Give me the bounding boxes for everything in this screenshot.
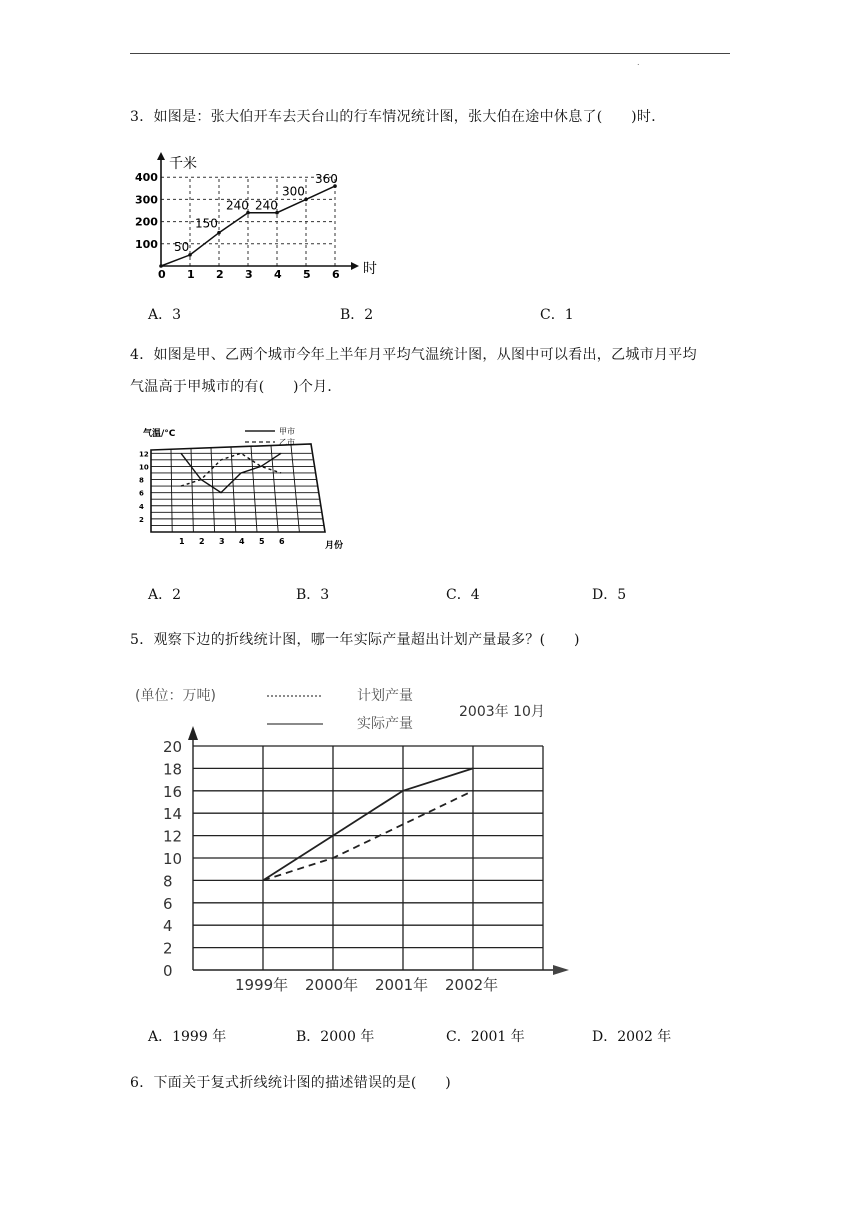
- chart-q4-gridline-v: [191, 449, 193, 532]
- chart-q5-y-arrow: [188, 726, 198, 740]
- chart-q3-xlabel: 时: [363, 261, 377, 277]
- question-4-text-line1: 4．如图是甲、乙两个城市今年上半年月平均气温统计图，从图中可以看出，乙城市月平均: [130, 347, 697, 363]
- chart-q5-subtitle: (单位：万吨): [135, 688, 216, 704]
- chart-q3-data-label: 300: [282, 184, 305, 199]
- chart-q4-gridline-v: [211, 448, 215, 532]
- chart-q4-x-tick-label: 3: [219, 537, 225, 546]
- chart-q3-data-label: 360: [315, 172, 338, 187]
- chart-q3-data-label: 240: [226, 198, 249, 213]
- chart-q4-legend-jia: 甲市: [279, 427, 295, 436]
- q4-option-d[interactable]: D．5: [592, 587, 627, 603]
- chart-q5-y-tick-label: 16: [163, 782, 183, 801]
- q3-option-a[interactable]: A．3: [148, 307, 182, 323]
- chart-q5-y-tick-label: 0: [163, 962, 173, 980]
- chart-q4-gridline-v: [171, 449, 172, 532]
- chart-q4-y-tick-label: 12: [139, 450, 149, 459]
- chart-q5-y-tick-label: 2: [163, 939, 173, 958]
- header-rule: [130, 53, 730, 54]
- chart-q3-x-tick-label: 6: [332, 268, 340, 281]
- chart-q5-x-tick-label: 2000年: [305, 976, 359, 994]
- chart-q4-legend-yi: 乙市: [279, 438, 295, 447]
- chart-q3-y-tick-label: 100: [135, 237, 158, 251]
- chart-q3-point: [159, 264, 163, 268]
- q5-option-b[interactable]: B．2000 年: [296, 1029, 375, 1045]
- chart-q4-y-tick-label: 8: [139, 476, 144, 485]
- chart-q4-y-tick-label: 10: [139, 463, 149, 472]
- q5-option-c[interactable]: C．2001 年: [446, 1029, 525, 1045]
- chart-q4-ylabel: 气温/°C: [143, 429, 176, 439]
- chart-q3-x-tick-label: 4: [274, 268, 282, 281]
- chart-q5-x-tick-label: 1999年: [235, 976, 289, 994]
- q4-option-c[interactable]: C．4: [446, 587, 480, 603]
- chart-q3-x-arrow: [351, 262, 359, 270]
- chart-q4-y-tick-label: 6: [139, 489, 144, 498]
- chart-q4-x-tick-label: 6: [279, 537, 285, 546]
- chart-q5-date-note: 2003年 10月: [459, 704, 545, 720]
- chart-q5-x-arrow: [553, 965, 569, 975]
- chart-q5-y-tick-label: 4: [163, 917, 173, 936]
- question-4-text-line2: 气温高于甲城市的有( )个月．: [130, 379, 342, 395]
- chart-q3-ylabel: 千米: [169, 156, 197, 172]
- q5-option-d[interactable]: D．2002 年: [592, 1029, 672, 1045]
- question-6-text: 6．下面关于复式折线统计图的描述错误的是( ): [130, 1075, 452, 1091]
- chart-q3-y-tick-label: 300: [135, 193, 158, 207]
- chart-q3-point: [217, 231, 221, 235]
- chart-q3-x-tick-label: 3: [245, 268, 253, 281]
- chart-q3-data-label: 50: [174, 239, 190, 254]
- chart-q3-x-tick-label: 1: [187, 268, 195, 281]
- chart-q5-y-tick-label: 8: [163, 872, 173, 891]
- chart-q3-data-label: 150: [195, 216, 218, 231]
- chart-q4-y-tick-label: 2: [139, 515, 144, 524]
- question-5-text: 5．观察下边的折线统计图，哪一年实际产量超出计划产量最多？( ): [130, 632, 580, 648]
- chart-q5-legend-actual: 实际产量: [357, 716, 413, 732]
- chart-q3-x-tick-label: 5: [303, 268, 311, 281]
- chart-q4-line-yi: [181, 453, 281, 486]
- chart-q5-y-tick-label: 12: [163, 827, 183, 846]
- q5-option-a[interactable]: A．1999 年: [148, 1029, 227, 1045]
- chart-q5-y-tick-label: 14: [163, 805, 183, 824]
- chart-q3-y-arrow: [157, 152, 165, 160]
- chart-q4-temperature: [135, 420, 365, 560]
- chart-q5-grid: [193, 746, 543, 970]
- chart-q5-y-tick-label: 10: [163, 850, 183, 868]
- chart-q5-y-tick-label: 6: [163, 894, 173, 913]
- chart-q4-xlabel: 月份: [325, 541, 344, 551]
- chart-q3-x-tick-label: 2: [216, 268, 224, 281]
- chart-q4-x-tick-label: 4: [239, 537, 245, 546]
- header-dot: .: [637, 58, 640, 67]
- chart-q5-y-tick-label: 18: [163, 760, 183, 779]
- question-3-text: 3．如图是：张大伯开车去天台山的行车情况统计图，张大伯在途中休息了( )时．: [130, 109, 666, 125]
- q4-option-b[interactable]: B．3: [296, 587, 330, 603]
- chart-q3-series: [159, 184, 337, 268]
- chart-q4-x-tick-label: 2: [199, 537, 205, 546]
- chart-q3-y-tick-label: 400: [135, 171, 158, 185]
- chart-q3-data-label: 240: [255, 198, 278, 213]
- chart-q4-x-tick-label: 1: [179, 537, 185, 546]
- chart-q5-y-tick-label: 20: [163, 738, 183, 756]
- q3-option-b[interactable]: B．2: [340, 307, 374, 323]
- chart-q4-x-tick-label: 5: [259, 537, 265, 546]
- chart-q5-x-tick-label: 2002年: [445, 976, 499, 994]
- chart-q3-distance-time: [125, 148, 385, 283]
- chart-q5-line-actual: [263, 768, 473, 880]
- chart-q4-grid: [151, 444, 325, 532]
- q3-option-c[interactable]: C．1: [540, 307, 574, 323]
- chart-q3-y-tick-label: 200: [135, 215, 158, 229]
- chart-q4-y-tick-label: 4: [139, 502, 144, 511]
- chart-q5-production: [125, 678, 575, 1003]
- chart-q3-x-tick-label: 0: [158, 268, 166, 281]
- chart-q5-series: [263, 768, 473, 880]
- chart-q5-x-tick-label: 2001年: [375, 976, 429, 994]
- q4-option-a[interactable]: A．2: [148, 587, 182, 603]
- chart-q5-legend-plan: 计划产量: [357, 688, 413, 704]
- chart-q5-axes: [188, 726, 569, 975]
